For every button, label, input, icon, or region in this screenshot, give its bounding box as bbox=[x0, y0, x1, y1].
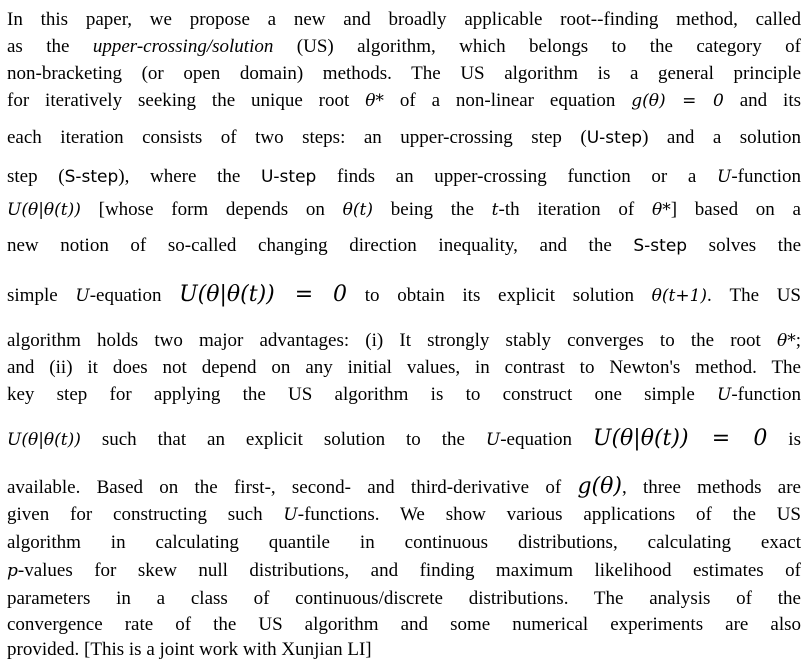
abstract-line-12: key step for applying the US algorithm is to construct one simple U-function bbox=[7, 384, 801, 405]
abstract-line-18: parameters in a class of continuous/discrete distributions. The analysis of the bbox=[7, 588, 801, 609]
math-root: θ* bbox=[365, 91, 384, 111]
math-u: U bbox=[283, 505, 298, 525]
u-step-label: U-step bbox=[260, 167, 317, 187]
abstract-line-13: U(θ|θ(t)) such that an explicit solution to the U-equation U(θ|θ(t)) = 0 is bbox=[7, 426, 801, 451]
math-theta-t-plus-1: θ(t+1) bbox=[651, 286, 708, 306]
abstract-line-4: for iteratively seeking the unique root θ* of a non-linear equation g(θ) = 0 and its bbox=[7, 90, 801, 111]
abstract-line-16: algorithm in calculating quantile in continuous distributions, calculating exact bbox=[7, 532, 801, 553]
math-u: U bbox=[717, 167, 732, 187]
abstract-line-7: U(θ|θ(t)) [whose form depends on θ(t) being the t-th iteration of θ*] based on a bbox=[7, 199, 801, 220]
math-u: U bbox=[485, 430, 501, 450]
abstract-line-2: as the upper-crossing/solution (US) algorithm, which belongs to the category of bbox=[7, 36, 801, 57]
math-theta-t: θ(t) bbox=[342, 200, 374, 220]
math-u-function: U(θ|θ(t)) bbox=[7, 200, 81, 220]
math-t: t bbox=[491, 200, 499, 220]
abstract-line-9: simple U-equation U(θ|θ(t)) = 0 to obtain its explicit solution θ(t+1). The US bbox=[7, 282, 802, 307]
algorithm-name: upper-crossing/solution bbox=[92, 36, 274, 57]
abstract-line-8: new notion of so-called changing direction inequality, and the S-step solves the bbox=[7, 235, 801, 256]
abstract-line-10: algorithm holds two major advantages: (i) It strongly stably converges to the root θ*; bbox=[7, 330, 801, 351]
math-g-theta: g(θ) bbox=[577, 474, 622, 499]
abstract-line-15: given for constructing such U-functions. We show various applications of the US bbox=[7, 504, 801, 525]
math-u-equation: U(θ|θ(t)) = 0 bbox=[179, 282, 348, 307]
math-equation: g(θ) = 0 bbox=[631, 91, 724, 111]
abstract-line-11: and (ii) it does not depend on any initial values, in contrast to Newton's method. The bbox=[7, 357, 801, 378]
math-u: U bbox=[75, 286, 90, 306]
u-step-label: U-step bbox=[586, 128, 643, 148]
abstract-line-19: convergence rate of the US algorithm and some numerical experiments are also bbox=[7, 614, 801, 635]
abstract-line-6: step (S-step), where the U-step finds an upper-crossing function or a U-function bbox=[7, 166, 801, 187]
abstract-line-14: available. Based on the first-, second- and third-derivative of g(θ), three methods are bbox=[7, 474, 801, 499]
math-root: θ* bbox=[776, 331, 796, 351]
math-u-function: U(θ|θ(t)) bbox=[7, 430, 81, 450]
abstract-line-17: p-values for skew null distributions, and finding maximum likelihood estimates of bbox=[7, 560, 801, 581]
abstract-line-20: provided. [This is a joint work with Xunjian LI] bbox=[7, 639, 372, 660]
s-step-label: S-step bbox=[64, 167, 119, 187]
math-u-equation: U(θ|θ(t)) = 0 bbox=[592, 426, 768, 451]
s-step-label: S-step bbox=[633, 236, 688, 256]
math-root: θ* bbox=[651, 200, 671, 220]
math-p: p bbox=[7, 561, 18, 581]
math-u: U bbox=[717, 385, 732, 405]
abstract-line-3: non-bracketing (or open domain) methods. The US algorithm is a general principle bbox=[7, 63, 801, 84]
abstract-line-1: In this paper, we propose a new and broadly applicable root--finding method, called bbox=[7, 9, 801, 30]
abstract-line-5: each iteration consists of two steps: an upper-crossing step (U-step) and a solution bbox=[7, 127, 801, 148]
